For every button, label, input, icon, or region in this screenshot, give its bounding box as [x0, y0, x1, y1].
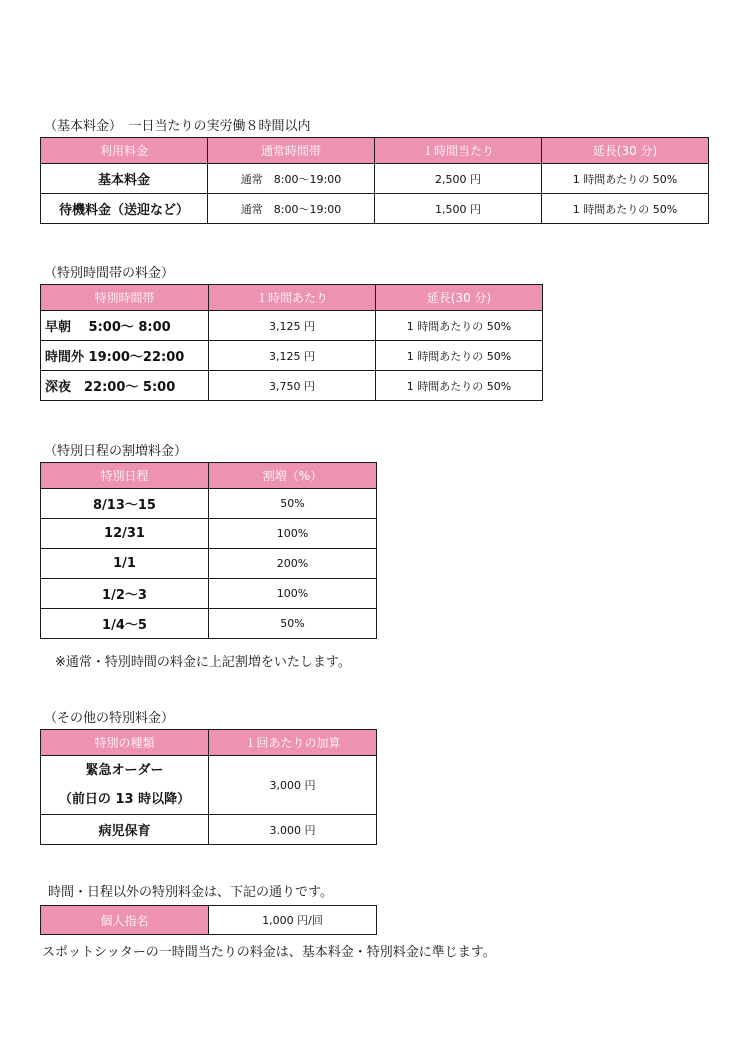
table-row — [41, 579, 377, 609]
basic-caption: （基本料金） 一日当たりの実労働８時間以内 — [44, 119, 311, 134]
hourly-price: 3,750 円 — [209, 371, 376, 401]
header-cell: 特別の種類 — [41, 730, 209, 756]
time-range: 通常 8:00～19:00 — [208, 194, 375, 224]
basic-fee-table — [40, 137, 709, 224]
fee-name: 基本料金 — [41, 164, 208, 194]
extension-rate: 1 時間あたりの 50% — [376, 371, 543, 401]
table-row — [41, 609, 377, 639]
date-range: 1/2～3 — [41, 579, 209, 609]
nomination-table — [40, 905, 377, 935]
date-range: 1/1 — [41, 549, 209, 579]
surcharge-note: ※通常・特別時間の料金に上記割増をいたします。 — [55, 655, 351, 670]
surcharge-rate: 200% — [209, 549, 377, 579]
time-band: 早朝 5:00～ 8:00 — [41, 311, 209, 341]
surcharge-rate: 100% — [209, 579, 377, 609]
fee-name: 待機料金（送迎など） — [41, 194, 208, 224]
other-caption: （その他の特別料金） — [44, 711, 175, 726]
hourly-price: 2,500 円 — [375, 164, 542, 194]
hourly-price: 3,125 円 — [209, 311, 376, 341]
date-range: 12/31 — [41, 519, 209, 549]
nomination-label: 個人指名 — [41, 906, 209, 935]
table-row — [41, 311, 543, 341]
fee-type-sublabel: （前日の 13 時以降） — [58, 792, 191, 807]
surcharge-rate: 50% — [209, 609, 377, 639]
special-time-table — [40, 284, 543, 401]
surcharge-rate: 50% — [209, 489, 377, 519]
header-cell: １時間当たり — [375, 138, 542, 164]
fee-type-label: 緊急オーダー — [85, 763, 164, 778]
special-day-caption: （特別日程の割増料金） — [44, 444, 188, 459]
date-range: 1/4～5 — [41, 609, 209, 639]
time-band: 深夜 22:00～ 5:00 — [41, 371, 209, 401]
table-row — [41, 815, 377, 845]
table-row — [41, 906, 377, 935]
table-row — [41, 194, 709, 224]
table-row — [41, 756, 377, 815]
extension-rate: 1 時間あたりの 50% — [376, 311, 543, 341]
table-row — [41, 519, 377, 549]
date-range: 8/13～15 — [41, 489, 209, 519]
extension-rate: 1 時間あたりの 50% — [542, 194, 709, 224]
header-cell: 特別時間帯 — [41, 285, 209, 311]
other-fee-table — [40, 729, 377, 845]
table-row — [41, 549, 377, 579]
extension-rate: 1 時間あたりの 50% — [542, 164, 709, 194]
time-band: 時間外 19:00～22:00 — [41, 341, 209, 371]
header-cell: 通常時間帯 — [208, 138, 375, 164]
fee-type-cell — [41, 756, 209, 815]
special-time-caption: （特別時間帯の料金） — [44, 266, 175, 281]
table-row — [41, 489, 377, 519]
nomination-caption: 時間・日程以外の特別料金は、下記の通りです。 — [48, 885, 333, 900]
header-cell: 特別日程 — [41, 463, 209, 489]
hourly-price: 3,125 円 — [209, 341, 376, 371]
header-cell: 延長(30 分) — [376, 285, 543, 311]
header-cell: １回あたりの加算 — [209, 730, 377, 756]
addition-amount: 3,000 円 — [209, 756, 377, 815]
table-row — [41, 341, 543, 371]
header-cell: 延長(30 分) — [542, 138, 709, 164]
extension-rate: 1 時間あたりの 50% — [376, 341, 543, 371]
hourly-price: 1,500 円 — [375, 194, 542, 224]
footer-note: スポットシッターの一時間当たりの料金は、基本料金・特別料金に準じます。 — [42, 945, 496, 960]
addition-amount: 3.000 円 — [209, 815, 377, 845]
surcharge-rate: 100% — [209, 519, 377, 549]
table-row — [41, 371, 543, 401]
header-cell: １時間あたり — [209, 285, 376, 311]
fee-type-label: 病児保育 — [41, 815, 209, 845]
time-range: 通常 8:00～19:00 — [208, 164, 375, 194]
special-day-table — [40, 462, 377, 639]
nomination-price: 1,000 円/回 — [209, 906, 377, 935]
header-cell: 割増（%） — [209, 463, 377, 489]
header-cell: 利用料金 — [41, 138, 208, 164]
table-row — [41, 164, 709, 194]
